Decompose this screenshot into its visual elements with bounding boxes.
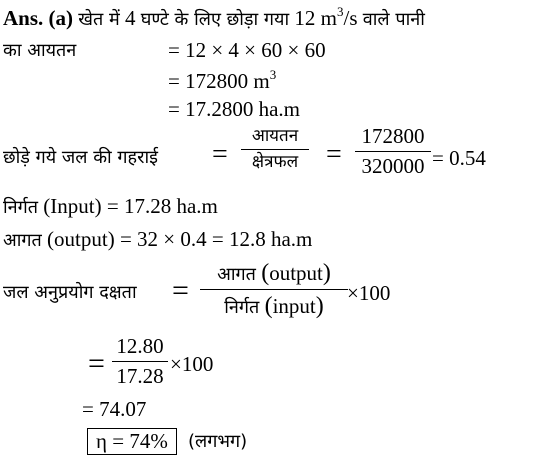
hours-value: 4 [125,6,136,30]
hindi-text: वाले पानी [362,9,425,30]
fraction-bar [200,289,348,290]
hindi-text: आगत [3,230,42,251]
fraction-denominator: क्षेत्रफल [251,152,299,172]
equals-sign: = [326,139,342,170]
fraction-bar [241,149,309,150]
depth-fraction-values [355,126,431,177]
fraction-numerator: 172800 [361,124,425,148]
efficiency-value: = 74.07 [82,397,147,421]
volume-expression: = 12 × 4 × 60 × 60 [168,38,326,62]
answer-label: Ans. (a) [3,6,74,30]
fraction-numerator: 12.80 [116,334,164,358]
fraction-denominator: 320000 [361,154,425,178]
efficiency-fraction [200,261,348,318]
volume-ham: = 17.2800 ha.m [168,97,300,121]
fraction-denominator: 17.28 [116,364,164,388]
step2-fraction [112,336,168,387]
input-line [3,196,218,217]
final-answer-box: η = 74% [87,428,177,455]
hindi-text: घण्टे के लिए छोड़ा गया [140,9,290,30]
volume-label: का आयतन [3,40,77,61]
depth-result: = 0.54 [432,146,486,170]
depth-label: छोड़े गये जल की गहराई [3,147,158,168]
fraction-bar [355,151,431,152]
answer-line [3,4,425,30]
efficiency-label: जल अनुप्रयोग दक्षता [3,282,137,303]
equals-sign: = [88,347,105,380]
input-expression: (Input) = 17.28 ha.m [43,194,218,218]
fraction-numerator: आयतन [251,126,299,146]
fraction-denominator: निर्गत (input) [224,293,324,319]
volume-m3: = 172800 $m^3$ [168,67,277,93]
depth-fraction-words [241,128,309,171]
equals-sign: = [172,274,189,307]
fraction-numerator: आगत (output) [217,260,331,286]
hindi-text: खेत में [78,9,120,30]
times-hundred: ×100 [170,352,214,376]
approx-note: (लगभग) [188,431,248,452]
hindi-text: निर्गत [3,197,39,218]
equals-sign: = [212,139,228,170]
output-line [3,229,312,250]
times-hundred: ×100 [347,281,391,305]
fraction-bar [112,361,168,362]
output-expression: (output) = 32 × 0.4 = 12.8 ha.m [47,227,313,251]
flow-rate: 12 $m^3/s$ [294,4,358,30]
